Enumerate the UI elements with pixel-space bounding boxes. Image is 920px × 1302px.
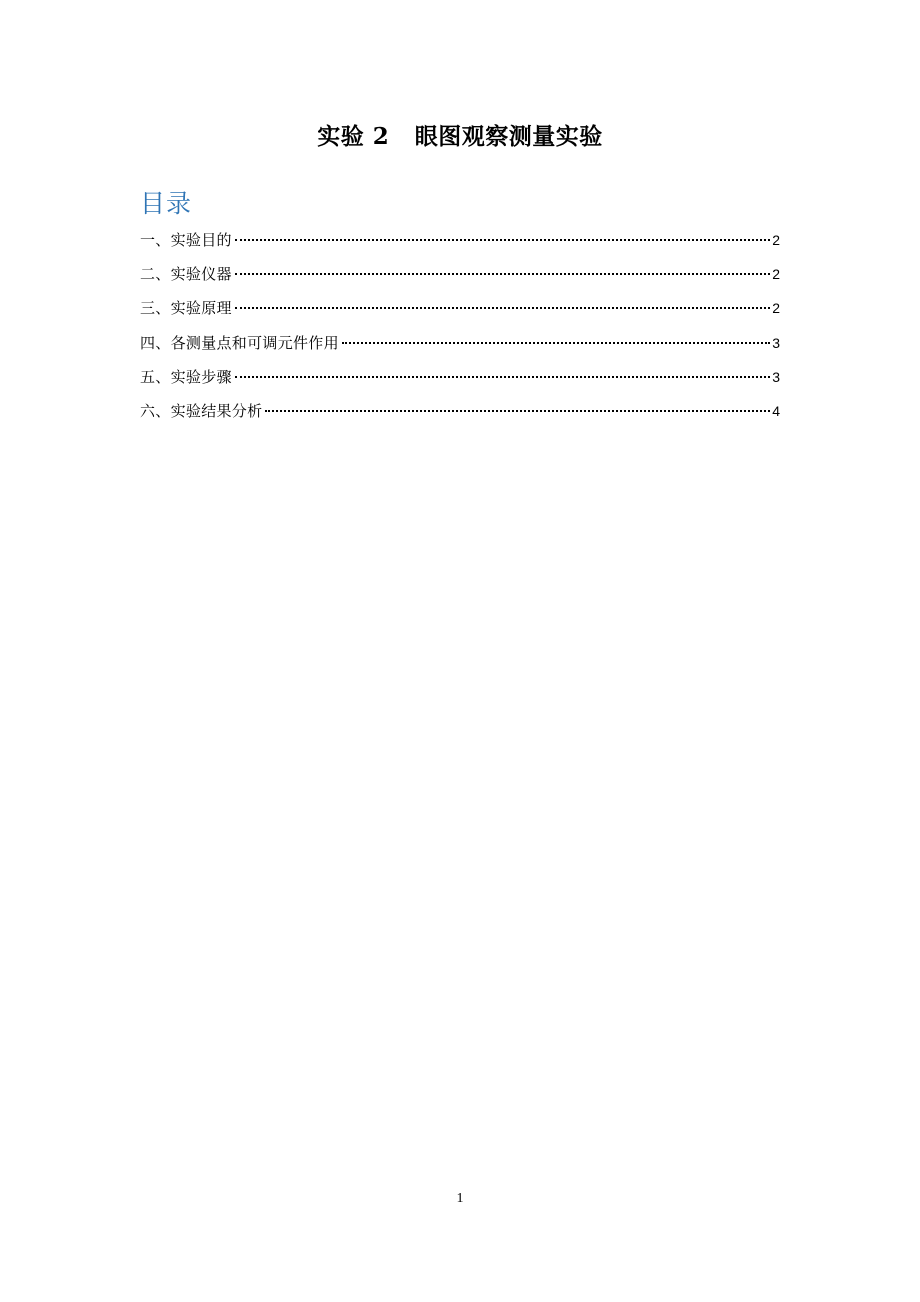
toc-page-number: 2: [772, 266, 780, 283]
toc-heading: 目录: [140, 189, 193, 218]
toc-entry-label: 一、实验目的: [140, 231, 232, 249]
toc-page-number: 2: [772, 300, 780, 317]
toc-entry-instruments[interactable]: [140, 262, 780, 296]
toc-entry-label: 五、实验步骤: [140, 367, 232, 386]
table-of-contents: [140, 228, 780, 433]
toc-dot-leader: [265, 410, 770, 412]
toc-page-number: 3: [772, 334, 780, 351]
toc-entry-analysis[interactable]: [140, 399, 780, 433]
toc-page-number: 4: [772, 402, 780, 419]
toc-page-number: 2: [772, 232, 780, 248]
toc-dot-leader: [235, 307, 770, 309]
document-title: 实验 2 眼图观察测量实验: [317, 123, 603, 150]
toc-dot-leader: [235, 273, 770, 275]
toc-page-number: 3: [772, 368, 780, 385]
toc-entry-label: 六、实验结果分析: [140, 401, 263, 420]
page-number: 1: [456, 1191, 464, 1206]
toc-dot-leader: [342, 342, 770, 344]
toc-entry-steps[interactable]: [140, 365, 780, 399]
toc-dot-leader: [235, 239, 770, 241]
toc-entry-label: 二、实验仪器: [140, 265, 232, 284]
toc-entry-label: 四、各测量点和可调元件作用: [140, 333, 339, 352]
toc-entry-principle[interactable]: [140, 296, 780, 330]
toc-entry-test-points[interactable]: [140, 331, 780, 365]
toc-dot-leader: [235, 376, 770, 378]
toc-entry-label: 三、实验原理: [140, 299, 232, 318]
toc-entry-purpose[interactable]: [140, 228, 780, 262]
